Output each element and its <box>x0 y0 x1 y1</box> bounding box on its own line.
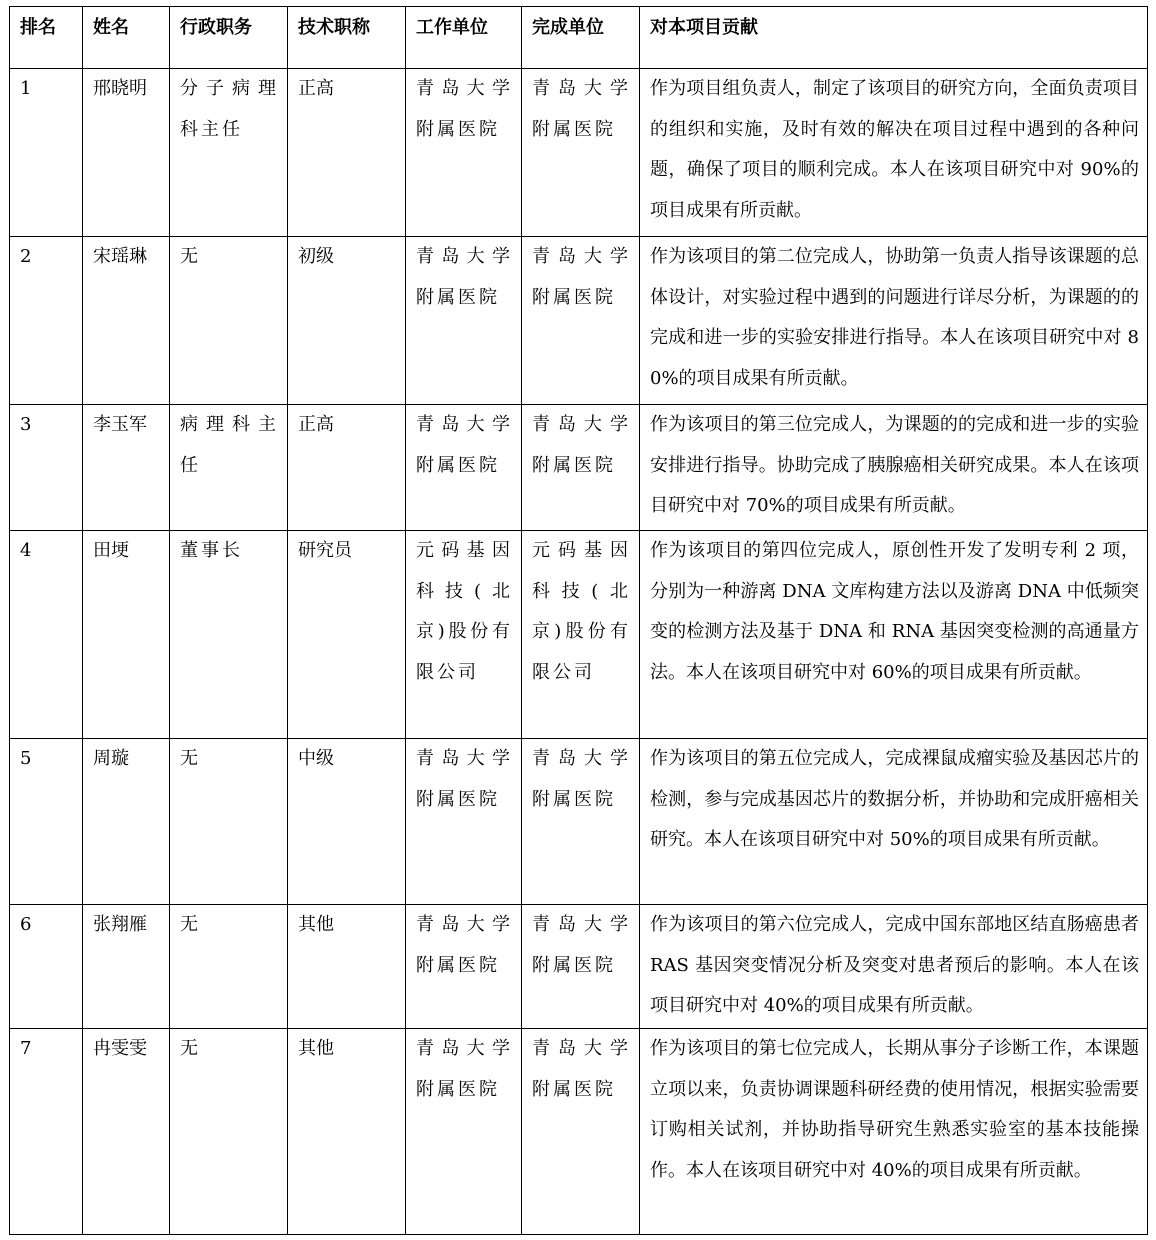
contribution-cell: 作为该项目的第六位完成人，完成中国东部地区结直肠癌患者 RAS 基因突变情况分析及突变对患者预后的影响。本人在该项目研究中对 40%的项目成果有所贡献。 <box>640 905 1148 1029</box>
table-row <box>10 405 1148 531</box>
rank-cell: 7 <box>10 1029 83 1235</box>
table-row <box>10 739 1148 905</box>
contribution-cell: 作为该项目的第七位完成人，长期从事分子诊断工作，本课题立项以来，负责协调课题科研经费的使用情况，根据实验需要订购相关试剂，并协助指导研究生熟悉实验室的基本技能操作。本人在该项目研究中对 40%的项目成果有所贡献。 <box>640 1029 1148 1235</box>
name-cell: 邢晓明 <box>83 69 170 237</box>
col-header-work-unit: 工作单位 <box>406 7 522 69</box>
admin-title-cell: 病理科主任 <box>170 405 288 531</box>
tech-title-cell: 其他 <box>288 905 406 1029</box>
name-cell: 宋瑶琳 <box>83 237 170 405</box>
rank-cell: 2 <box>10 237 83 405</box>
tech-title-cell: 初级 <box>288 237 406 405</box>
name-cell: 周璇 <box>83 739 170 905</box>
col-header-tech-title: 技术职称 <box>288 7 406 69</box>
complete-unit-cell: 青岛大学附属医院 <box>522 69 640 237</box>
admin-title-cell: 无 <box>170 739 288 905</box>
table-row <box>10 531 1148 739</box>
contribution-cell: 作为该项目的第五位完成人，完成裸鼠成瘤实验及基因芯片的检测，参与完成基因芯片的数据分析，并协助和完成肝癌相关研究。本人在该项目研究中对 50%的项目成果有所贡献。 <box>640 739 1148 905</box>
admin-title-cell: 无 <box>170 1029 288 1235</box>
complete-unit-cell: 青岛大学附属医院 <box>522 739 640 905</box>
work-unit-cell: 青岛大学附属医院 <box>406 1029 522 1235</box>
rank-cell: 4 <box>10 531 83 739</box>
complete-unit-cell: 青岛大学附属医院 <box>522 905 640 1029</box>
rank-cell: 6 <box>10 905 83 1029</box>
work-unit-cell: 青岛大学附属医院 <box>406 69 522 237</box>
col-header-contribution: 对本项目贡献 <box>640 7 1148 69</box>
name-cell: 李玉军 <box>83 405 170 531</box>
tech-title-cell: 其他 <box>288 1029 406 1235</box>
complete-unit-cell: 青岛大学附属医院 <box>522 237 640 405</box>
rank-cell: 5 <box>10 739 83 905</box>
col-header-admin-title: 行政职务 <box>170 7 288 69</box>
complete-unit-cell: 青岛大学附属医院 <box>522 405 640 531</box>
col-header-complete-unit: 完成单位 <box>522 7 640 69</box>
header-row <box>10 7 1148 69</box>
table-row <box>10 905 1148 1029</box>
tech-title-cell: 正高 <box>288 405 406 531</box>
rank-cell: 3 <box>10 405 83 531</box>
name-cell: 田埂 <box>83 531 170 739</box>
tech-title-cell: 研究员 <box>288 531 406 739</box>
work-unit-cell: 青岛大学附属医院 <box>406 905 522 1029</box>
table-row <box>10 69 1148 237</box>
contribution-cell: 作为项目组负责人，制定了该项目的研究方向，全面负责项目的组织和实施，及时有效的解决在项目过程中遇到的各种问题，确保了项目的顺利完成。本人在该项目研究中对 90%的项目成果有所贡献。 <box>640 69 1148 237</box>
table-row <box>10 1029 1148 1235</box>
work-unit-cell: 青岛大学附属医院 <box>406 237 522 405</box>
admin-title-cell: 无 <box>170 237 288 405</box>
work-unit-cell: 青岛大学附属医院 <box>406 739 522 905</box>
work-unit-cell: 青岛大学附属医院 <box>406 405 522 531</box>
admin-title-cell: 董事长 <box>170 531 288 739</box>
tech-title-cell: 中级 <box>288 739 406 905</box>
contribution-cell: 作为该项目的第三位完成人，为课题的的完成和进一步的实验安排进行指导。协助完成了胰腺癌相关研究成果。本人在该项目研究中对 70%的项目成果有所贡献。 <box>640 405 1148 531</box>
col-header-name: 姓名 <box>83 7 170 69</box>
contribution-cell: 作为该项目的第四位完成人，原创性开发了发明专利 2 项，分别为一种游离 DNA 文库构建方法以及游离 DNA 中低频突变的检测方法及基于 DNA 和 RNA 基因突变检测的高通量方法。本人在该项目研究中对 60%的项目成果有所贡献。 <box>640 531 1148 739</box>
work-unit-cell: 元码基因科技(北京)股份有限公司 <box>406 531 522 739</box>
col-header-rank: 排名 <box>10 7 83 69</box>
name-cell: 张翔雁 <box>83 905 170 1029</box>
contributors-table <box>9 6 1148 1235</box>
admin-title-cell: 无 <box>170 905 288 1029</box>
contribution-cell: 作为该项目的第二位完成人，协助第一负责人指导该课题的总体设计，对实验过程中遇到的问题进行详尽分析，为课题的的完成和进一步的实验安排进行指导。本人在该项目研究中对 80%的项目成果有所贡献。 <box>640 237 1148 405</box>
admin-title-cell: 分子病理科主任 <box>170 69 288 237</box>
complete-unit-cell: 元码基因科技(北京)股份有限公司 <box>522 531 640 739</box>
table-row <box>10 237 1148 405</box>
complete-unit-cell: 青岛大学附属医院 <box>522 1029 640 1235</box>
tech-title-cell: 正高 <box>288 69 406 237</box>
rank-cell: 1 <box>10 69 83 237</box>
name-cell: 冉雯雯 <box>83 1029 170 1235</box>
